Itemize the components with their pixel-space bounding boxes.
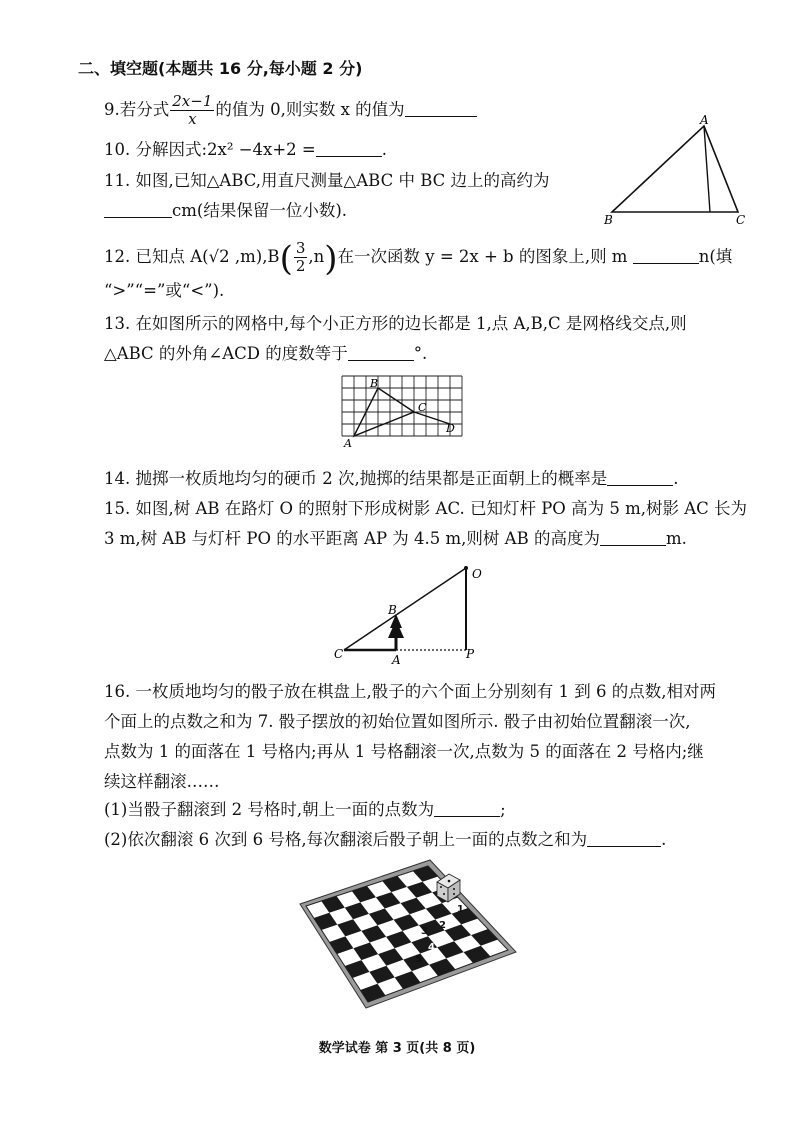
q10-end: . [381,140,387,159]
grid-lines [342,376,462,436]
q12-fraction [294,240,308,275]
q16-sub1-text: (1)当骰子翻滚到 2 号格时,朝上一面的点数为 [104,800,435,819]
q12-b-label: ,B [262,247,280,266]
q16-sub2-text: (2)依次翻滚 6 次到 6 号格,每次翻滚后骰子朝上一面的点数之和为 [104,830,588,849]
question-16-sub1 [104,799,506,821]
fig13-label-b: B [370,377,379,390]
figure-11-triangle [600,114,760,229]
question-16-line3: 点数为 1 的面落在 1 号格内;再从 1 号格翻滚一次,点数为 5 的面落在 2 号格内;继 [104,742,704,761]
question-12-line2: “>”“=”或“<”). [104,281,225,300]
q12-frac-den: 2 [295,257,306,275]
q15-line2-text: 3 m,树 AB 与灯杆 PO 的水平距离 AP 为 4.5 m,则树 AB 的高度为 [104,529,600,548]
q16-sub1-answer-blank[interactable] [434,800,500,817]
question-11-line2 [104,200,347,222]
question-15-line2 [104,528,687,550]
figure-16-chessboard [294,856,526,1012]
q14-text: 14. 抛掷一枚质地均匀的硬币 2 次,抛掷的结果都是正面朝上的概率是 [104,469,608,488]
cell-label-2: 2 [439,920,446,931]
question-13-line1: 13. 在如图所示的网格中,每个小正方形的边长都是 1,点 A,B,C 是网格线交点,则 [104,314,687,333]
q13-answer-blank[interactable] [348,344,414,361]
q12-frac-num: 3 [295,239,306,257]
question-14 [104,468,678,490]
fig15-label-c: C [334,647,344,661]
fig15-label-p: P [466,647,475,661]
q13-end: °. [413,344,428,363]
question-16-sub2 [104,829,666,851]
q13-line2-text: △ABC 的外角∠ACD 的度数等于 [104,344,348,363]
fig15-label-b: B [388,603,397,617]
q14-answer-blank[interactable] [607,469,673,486]
q16-sub1-end: ; [500,800,506,819]
question-16-line2: 个面上的点数之和为 7. 骰子摆放的初始位置如图所示. 骰子由初始位置翻滚一次, [104,712,691,731]
q10-answer-blank[interactable] [316,140,382,157]
fig11-label-b: B [604,213,613,227]
lamp-o [464,566,468,570]
question-16-line1: 16. 一枚质地均匀的骰子放在棋盘上,骰子的六个面上分别刻有 1 到 6 的点数,相对两 [104,682,716,701]
q12-prefix: 12. 已知点 A [104,247,203,266]
q15-answer-blank[interactable] [600,529,666,546]
q12-b-tail: ,n [308,247,325,266]
question-10 [104,139,387,161]
q10-text: 10. 分解因式:2x² −4x+2 = [104,140,316,159]
q9-numerator: 2x−1 [172,92,213,110]
page-footer: 数学试卷 第 3 页(共 8 页) [318,1041,476,1056]
q9-answer-blank[interactable] [405,100,477,117]
fig13-label-c: C [418,401,427,414]
q16-sub2-answer-blank[interactable] [587,830,661,847]
question-13-line2 [104,343,427,365]
question-9 [104,93,477,128]
cell-label-3: 3 [421,926,428,937]
light-ray [344,568,466,650]
question-12-line1 [104,239,733,279]
question-15-line1: 15. 如图,树 AB 在路灯 O 的照射下形成树影 AC. 已知灯杆 PO 高为 5 m,树影 AC 长为 [104,499,747,518]
q9-prefix: 9.若分式 [104,100,170,119]
q12-answer-blank[interactable] [633,247,699,264]
cell-label-1: 1 [457,904,464,915]
fig13-label-a: A [344,437,352,450]
q15-end: m. [665,529,687,548]
cell-label-6: 6 [394,966,401,977]
q12-mid: 在一次函数 y = 2x + b 的图象上,则 m [337,247,628,266]
cell-label-4: 4 [428,942,435,953]
q9-fraction [170,93,214,128]
q16-sub2-end: . [661,830,667,849]
triangle-abc [612,126,738,212]
section-title: 二、填空题(本题共 16 分,每小题 2 分) [78,59,363,78]
q9-denominator: x [188,110,197,128]
fig13-label-d: D [446,422,455,435]
right-paren: ) [324,239,338,279]
fig11-label-a: A [700,114,709,127]
fig15-label-a: A [392,653,401,667]
question-16-line4: 续这样翻滚…… [104,772,220,791]
q12-a-coord: (√2 ,m) [202,247,263,266]
fig11-label-c: C [736,213,746,227]
figure-15-lamp [332,560,522,670]
cell-label-5: 5 [415,954,422,965]
figure-13-grid [336,374,466,454]
question-11-line1: 11. 如图,已知△ABC,用直尺测量△ABC 中 BC 边上的高约为 [104,171,550,190]
left-paren: ( [279,239,293,279]
fig15-label-o: O [472,567,482,581]
q11-answer-blank[interactable] [104,201,172,218]
q9-suffix: 的值为 0,则实数 x 的值为 [215,100,405,119]
q12-end: n(填 [698,247,733,266]
q11-line2-text: cm(结果保留一位小数). [172,201,348,220]
q14-end: . [673,469,679,488]
